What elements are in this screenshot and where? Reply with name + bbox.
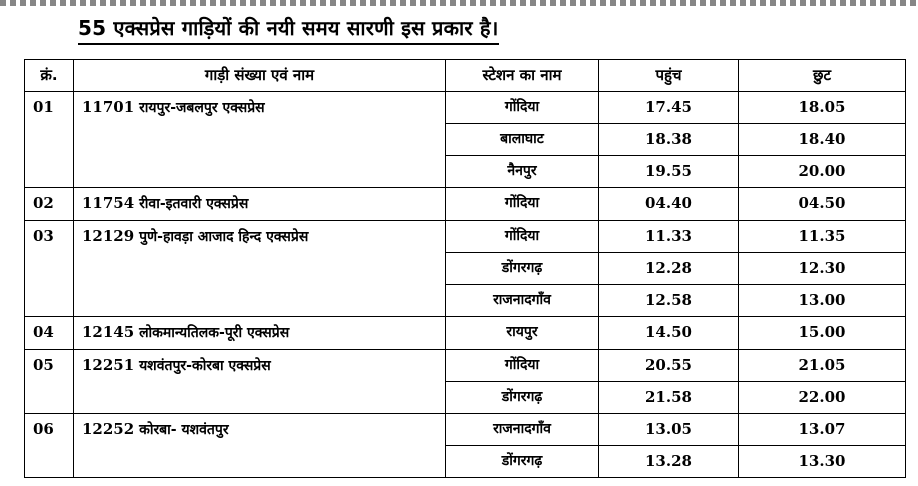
- departure-time: 04.50: [739, 188, 906, 221]
- departure-time: 13.30: [739, 446, 906, 478]
- train-cell: [74, 92, 446, 188]
- arrival-time: 12.28: [599, 253, 739, 285]
- train-number: 12252: [82, 420, 135, 438]
- departure-time: 15.00: [739, 317, 906, 350]
- cropped-text-line: [0, 0, 918, 6]
- station-name: राजनादगाँव: [446, 414, 599, 446]
- arrival-time: 19.55: [599, 156, 739, 188]
- table-row: [25, 350, 906, 382]
- train-number: 11754: [82, 194, 135, 212]
- station-name: गोंदिया: [446, 221, 599, 253]
- train-number: 12129: [82, 227, 135, 245]
- arrival-time: 12.58: [599, 285, 739, 317]
- serial-number: 04: [25, 317, 74, 350]
- arrival-time: 14.50: [599, 317, 739, 350]
- arrival-time: 17.45: [599, 92, 739, 124]
- train-cell: [74, 221, 446, 317]
- train-name: रीवा-इतवारी एक्सप्रेस: [139, 196, 249, 212]
- arrival-time: 13.28: [599, 446, 739, 478]
- arrival-time: 20.55: [599, 350, 739, 382]
- train-name: रायपुर-जबलपुर एक्सप्रेस: [139, 100, 265, 116]
- header-departure: छुट: [739, 60, 906, 92]
- page-title: 55 एक्सप्रेस गाड़ियों की नयी समय सारणी इस प्रकार है।: [78, 14, 499, 45]
- train-number: 11701: [82, 98, 135, 116]
- departure-time: 21.05: [739, 350, 906, 382]
- departure-time: 20.00: [739, 156, 906, 188]
- serial-number: 06: [25, 414, 74, 478]
- station-name: बालाघाट: [446, 124, 599, 156]
- serial-number: 03: [25, 221, 74, 317]
- timetable-body: [25, 92, 906, 478]
- timetable: [24, 59, 906, 478]
- header-train: गाड़ी संख्या एवं नाम: [74, 60, 446, 92]
- train-name: कोरबा- यशवंतपुर: [139, 422, 229, 438]
- station-name: गोंदिया: [446, 350, 599, 382]
- header-arrival: पहुंच: [599, 60, 739, 92]
- header-row: [25, 60, 906, 92]
- train-name: पुणे-हावड़ा आजाद हिन्द एक्सप्रेस: [139, 229, 309, 245]
- departure-time: 18.05: [739, 92, 906, 124]
- departure-time: 13.00: [739, 285, 906, 317]
- station-name: डोंगरगढ़: [446, 253, 599, 285]
- station-name: डोंगरगढ़: [446, 446, 599, 478]
- table-row: [25, 221, 906, 253]
- departure-time: 18.40: [739, 124, 906, 156]
- train-cell: [74, 188, 446, 221]
- station-name: डोंगरगढ़: [446, 382, 599, 414]
- arrival-time: 13.05: [599, 414, 739, 446]
- table-row: [25, 92, 906, 124]
- departure-time: 12.30: [739, 253, 906, 285]
- arrival-time: 21.58: [599, 382, 739, 414]
- serial-number: 02: [25, 188, 74, 221]
- arrival-time: 11.33: [599, 221, 739, 253]
- station-name: राजनादगाँव: [446, 285, 599, 317]
- station-name: गोंदिया: [446, 92, 599, 124]
- serial-number: 05: [25, 350, 74, 414]
- train-cell: [74, 414, 446, 478]
- header-station: स्टेशन का नाम: [446, 60, 599, 92]
- departure-time: 11.35: [739, 221, 906, 253]
- header-sno: क्रं.: [25, 60, 74, 92]
- arrival-time: 18.38: [599, 124, 739, 156]
- train-number: 12251: [82, 356, 135, 374]
- table-row: [25, 188, 906, 221]
- train-name: यशवंतपुर-कोरबा एक्सप्रेस: [139, 358, 271, 374]
- train-name: लोकमान्यतिलक-पूरी एक्सप्रेस: [139, 325, 290, 341]
- train-cell: [74, 350, 446, 414]
- arrival-time: 04.40: [599, 188, 739, 221]
- station-name: नैनपुर: [446, 156, 599, 188]
- serial-number: 01: [25, 92, 74, 188]
- station-name: रायपुर: [446, 317, 599, 350]
- departure-time: 13.07: [739, 414, 906, 446]
- table-row: [25, 414, 906, 446]
- station-name: गोंदिया: [446, 188, 599, 221]
- table-row: [25, 317, 906, 350]
- train-number: 12145: [82, 323, 135, 341]
- departure-time: 22.00: [739, 382, 906, 414]
- train-cell: [74, 317, 446, 350]
